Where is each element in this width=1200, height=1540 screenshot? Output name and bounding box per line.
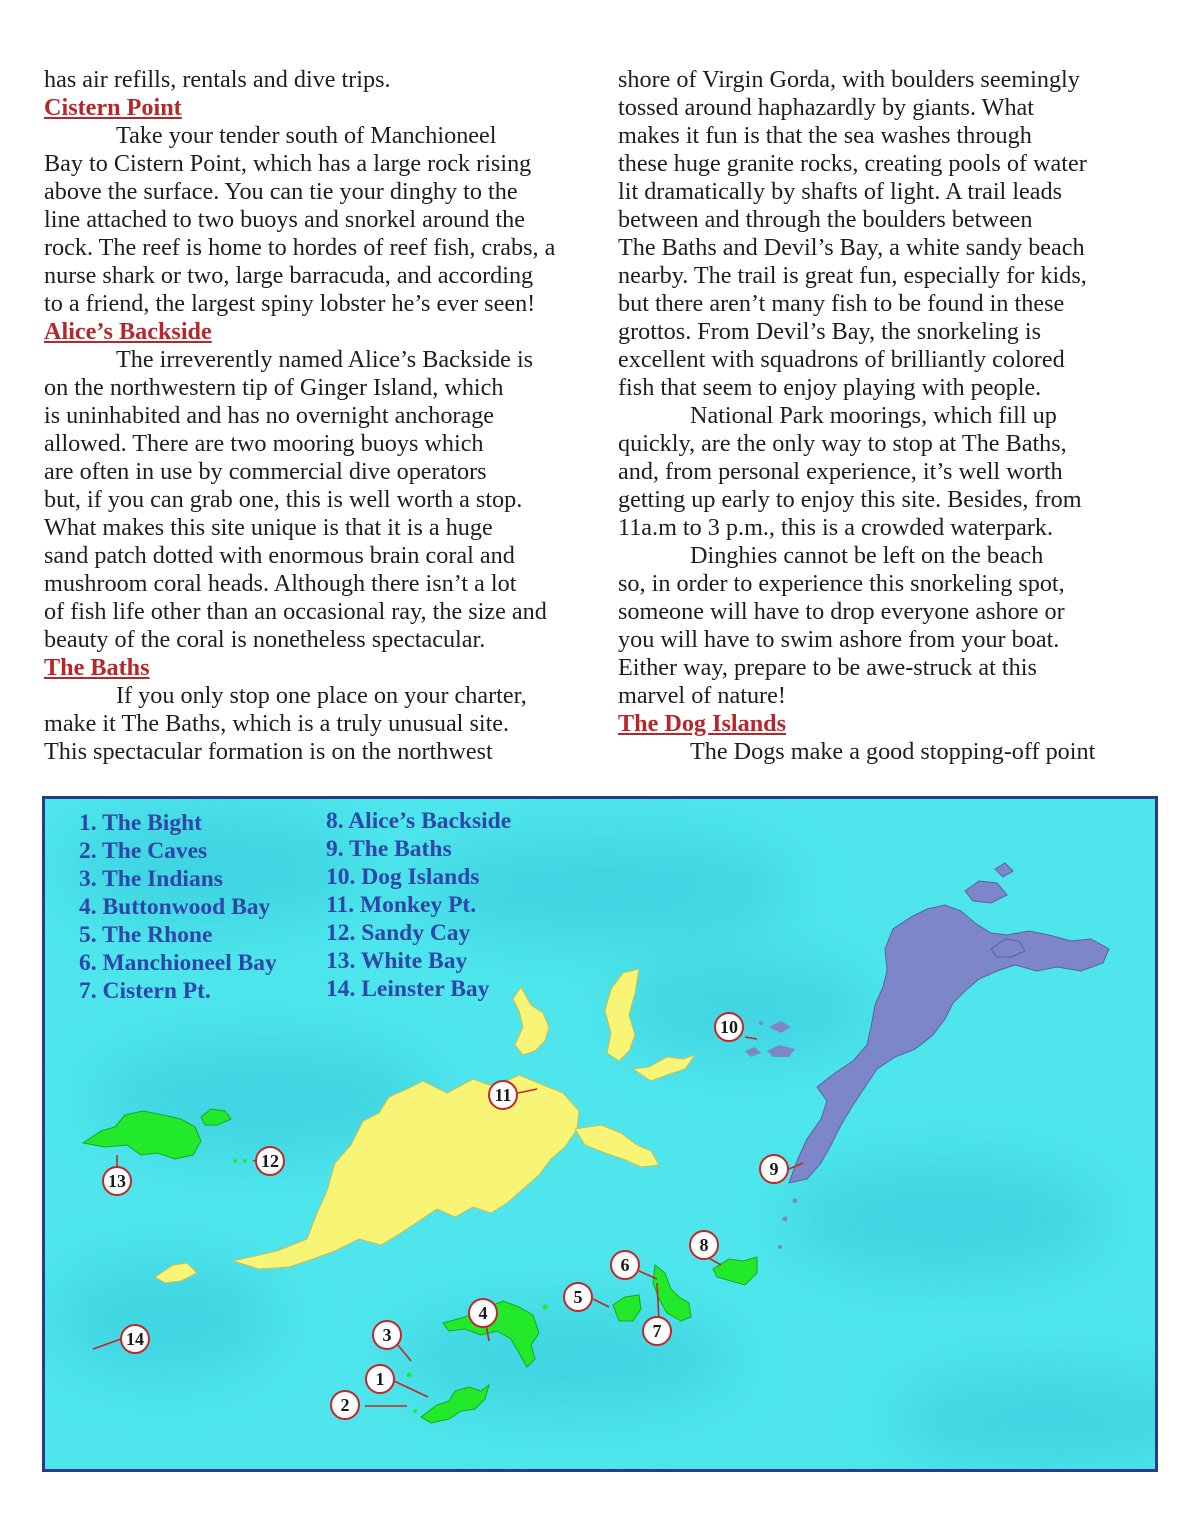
body-text-line: National Park moorings, which fill up (690, 402, 1057, 429)
body-text-line: has air refills, rentals and dive trips. (44, 66, 391, 93)
legend-left (79, 809, 277, 1005)
rock-dot (543, 1305, 548, 1310)
legend-item: 6. Manchioneel Bay (79, 950, 277, 976)
body-text-line: Either way, prepare to be awe-struck at this (618, 654, 1037, 681)
rock-dot (793, 1199, 798, 1204)
legend-item: 8. Alice’s Backside (326, 808, 512, 834)
legend-item: 7. Cistern Pt. (79, 978, 211, 1004)
body-text-line: makes it fun is that the sea washes through (618, 122, 1032, 149)
body-text-line: to a friend, the largest spiny lobster he’s ever seen! (44, 290, 536, 317)
body-text-line: above the surface. You can tie your dinghy to the (44, 178, 518, 205)
site-marker-10 (715, 1013, 743, 1041)
site-marker-11 (489, 1081, 517, 1109)
site-marker-2 (331, 1391, 359, 1419)
body-text-line: shore of Virgin Gorda, with boulders seemingly (618, 66, 1080, 93)
marker-number: 7 (652, 1321, 662, 1341)
body-text-line: excellent with squadrons of brilliantly colored (618, 346, 1065, 373)
body-text-line: so, in order to experience this snorkeling spot, (618, 570, 1065, 597)
body-text-line: fish that seem to enjoy playing with people. (618, 374, 1042, 401)
body-text-line: This spectacular formation is on the northwest (44, 738, 493, 765)
site-marker-4 (469, 1299, 497, 1327)
marker-number: 14 (126, 1329, 144, 1349)
legend-item: 13. White Bay (326, 948, 468, 974)
legend-item: 3. The Indians (79, 866, 223, 892)
body-text-line: The Dogs make a good stopping-off point (690, 738, 1096, 765)
body-text-line: rock. The reef is home to hordes of reef fish, crabs, a (44, 234, 556, 261)
body-text-line: of fish life other than an occasional ray, the size and (44, 598, 547, 625)
rock-dot (233, 1159, 237, 1163)
legend-item: 5. The Rhone (79, 922, 213, 948)
body-text-line: between and through the boulders between (618, 206, 1033, 233)
site-marker-1 (366, 1365, 394, 1393)
site-marker-12 (256, 1147, 284, 1175)
rock-dot (778, 1245, 782, 1249)
body-text-line: quickly, are the only way to stop at The Baths, (618, 430, 1067, 457)
body-text-line: but there aren’t many fish to be found in these (618, 290, 1065, 317)
rock-dot (243, 1159, 247, 1163)
marker-number: 2 (340, 1395, 350, 1415)
body-text-line: The Baths and Devil’s Bay, a white sandy beach (618, 234, 1085, 261)
marker-number: 3 (382, 1325, 392, 1345)
legend-item: 2. The Caves (79, 838, 208, 864)
body-text-line: but, if you can grab one, this is well worth a stop. (44, 486, 523, 513)
section-heading: The Dog Islands (618, 710, 787, 737)
body-text-line: lit dramatically by shafts of light. A trail leads (618, 178, 1063, 205)
body-text-line: you will have to swim ashore from your boat. (618, 626, 1060, 653)
rock-dot (783, 1217, 788, 1222)
snorkel-sites-map (42, 796, 1158, 1472)
site-marker-8 (690, 1231, 718, 1259)
body-text-line: The irreverently named Alice’s Backside is (116, 346, 534, 373)
body-text-line: on the northwestern tip of Ginger Island, which (44, 374, 504, 401)
body-text-line: marvel of nature! (618, 682, 786, 709)
site-marker-9 (760, 1155, 788, 1183)
body-text-line: If you only stop one place on your charter, (116, 682, 527, 709)
body-text-line: these huge granite rocks, creating pools of water (618, 150, 1087, 177)
site-marker-14 (121, 1325, 149, 1353)
site-marker-7 (643, 1317, 671, 1345)
body-text-line: Dinghies cannot be left on the beach (690, 542, 1044, 569)
site-marker-5 (564, 1283, 592, 1311)
marker-number: 1 (375, 1369, 385, 1389)
legend-item: 14. Leinster Bay (326, 976, 490, 1002)
body-text-line: grottos. From Devil’s Bay, the snorkeling is (618, 318, 1042, 345)
body-text-line: make it The Baths, which is a truly unusual site. (44, 710, 510, 737)
rock-dot (407, 1373, 412, 1378)
body-text-line: line attached to two buoys and snorkel around the (44, 206, 525, 233)
body-text-line: What makes this site unique is that it is a huge (44, 514, 493, 541)
marker-number: 4 (478, 1303, 488, 1323)
body-text-line: 11a.m to 3 p.m., this is a crowded waterpark. (618, 514, 1054, 541)
marker-number: 10 (720, 1017, 738, 1037)
section-heading: The Baths (44, 654, 150, 681)
legend-item: 4. Buttonwood Bay (79, 894, 271, 920)
marker-number: 5 (573, 1287, 583, 1307)
body-text-line: is uninhabited and has no overnight anchorage (44, 402, 495, 429)
rock-dot (759, 1021, 763, 1025)
body-text-line: nearby. The trail is great fun, especially for kids, (618, 262, 1087, 289)
text-column-right (618, 66, 1158, 766)
marker-number: 11 (494, 1085, 512, 1105)
marker-number: 8 (699, 1235, 709, 1255)
rock-dot (413, 1409, 417, 1413)
body-text-line: getting up early to enjoy this site. Besides, from (618, 486, 1082, 513)
body-text-line: sand patch dotted with enormous brain coral and (44, 542, 515, 569)
body-text-line: Bay to Cistern Point, which has a large rock rising (44, 150, 532, 177)
legend-right (326, 807, 511, 1003)
site-marker-3 (373, 1321, 401, 1349)
section-heading: Cistern Point (44, 94, 182, 121)
body-text-line: allowed. There are two mooring buoys which (44, 430, 484, 457)
site-marker-6 (611, 1251, 639, 1279)
body-text-line: someone will have to drop everyone ashore or (618, 598, 1065, 625)
section-heading: Alice’s Backside (44, 318, 212, 345)
marker-number: 6 (620, 1255, 630, 1275)
body-text-line: beauty of the coral is nonetheless spectacular. (44, 626, 486, 653)
body-text-line: mushroom coral heads. Although there isn’t a lot (44, 570, 517, 597)
legend-item: 1. The Bight (79, 810, 202, 836)
body-text-line: are often in use by commercial dive operators (44, 458, 487, 485)
body-text-line: tossed around haphazardly by giants. What (618, 94, 1035, 121)
legend-item: 11. Monkey Pt. (326, 892, 477, 918)
body-text-line: and, from personal experience, it’s well worth (618, 458, 1063, 485)
marker-number: 13 (108, 1171, 126, 1191)
legend-item: 10. Dog Islands (326, 864, 480, 890)
site-marker-13 (103, 1167, 131, 1195)
legend-item: 12. Sandy Cay (326, 920, 471, 946)
body-text-line: Take your tender south of Manchioneel (116, 122, 497, 149)
body-text-line: nurse shark or two, large barracuda, and according (44, 262, 534, 289)
marker-number: 9 (769, 1159, 779, 1179)
legend-item: 9. The Baths (326, 836, 452, 862)
text-column-left (44, 66, 589, 766)
marker-number: 12 (261, 1151, 279, 1171)
